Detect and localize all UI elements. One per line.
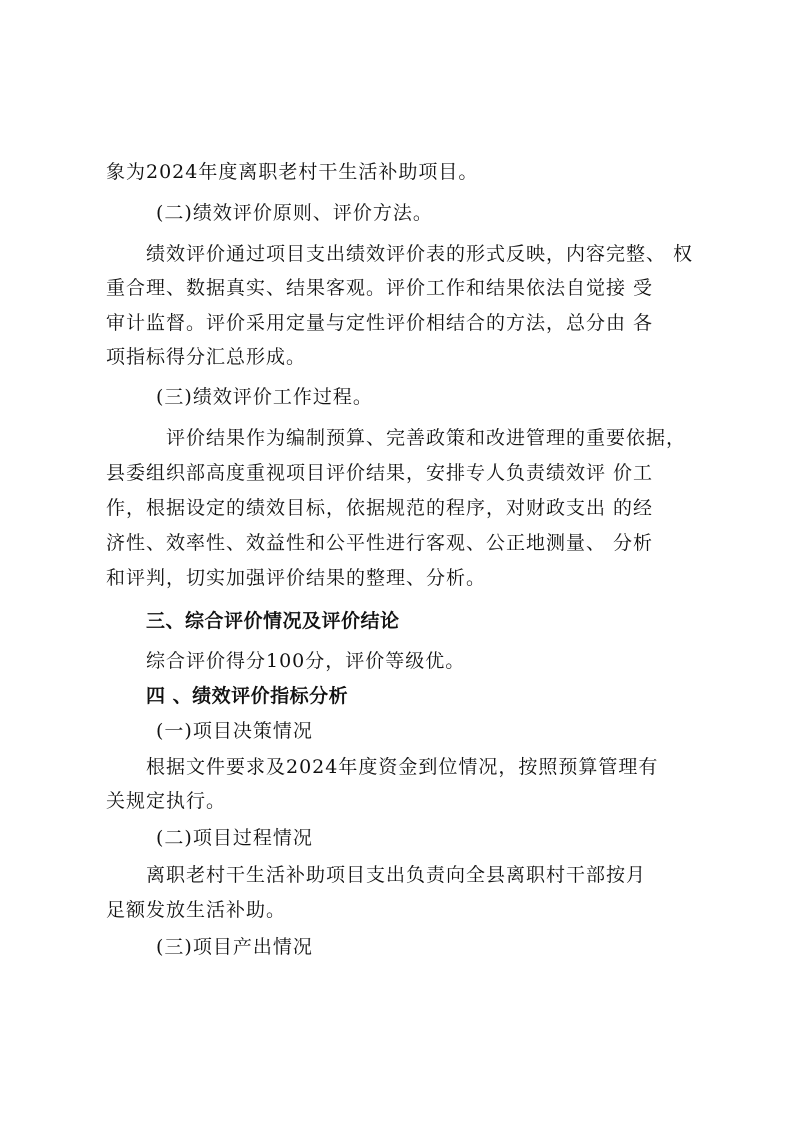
section-subheading: (二)绩效评价原则、评价方法。 — [156, 202, 433, 224]
section-subheading: (一)项目决策情况 — [156, 720, 313, 742]
text-line: 县委组织部高度重视项目评价结果，安排专人负责绩效评 价工 — [106, 462, 654, 484]
section-subheading: (三)绩效评价工作过程。 — [156, 386, 373, 408]
text-line: 绩效评价通过项目支出绩效评价表的形式反映，内容完整、 权 — [146, 243, 694, 265]
text-line: 根据文件要求及2024年度资金到位情况，按照预算管理有 — [146, 756, 659, 778]
text-line: 济性、效率性、效益性和公平性进行客观、公正地测量、 分析 — [106, 532, 654, 554]
section-subheading: (二)项目过程情况 — [156, 827, 313, 849]
text-line: 综合评价得分100分，评价等级优。 — [146, 650, 466, 672]
text-line: 离职老村干生活补助项目支出负责向全县离职村干部按月 — [146, 864, 647, 886]
text-line: 审计监督。评价采用定量与定性评价相结合的方法，总分由 各 — [106, 312, 654, 334]
text-line: 足额发放生活补助。 — [106, 899, 287, 921]
text-line: 关规定执行。 — [106, 790, 227, 812]
section-subheading: (三)项目产出情况 — [156, 936, 313, 958]
text-line: 和评判，切实加强评价结果的整理、分析。 — [106, 567, 487, 589]
text-line: 评价结果作为编制预算、完善政策和改进管理的重要依据， — [166, 427, 687, 449]
text-line: 重合理、数据真实、结果客观。评价工作和结果依法自觉接 受 — [106, 277, 654, 299]
section-heading: 四 、绩效评价指标分析 — [146, 685, 349, 707]
text-line: 项指标得分汇总形成。 — [106, 346, 307, 368]
text-line: 象为2024年度离职老村干生活补助项目。 — [106, 161, 479, 183]
text-line: 作，根据设定的绩效目标，依据规范的程序，对财政支出 的经 — [106, 497, 654, 519]
section-heading: 三、综合评价情况及评价结论 — [146, 610, 400, 632]
